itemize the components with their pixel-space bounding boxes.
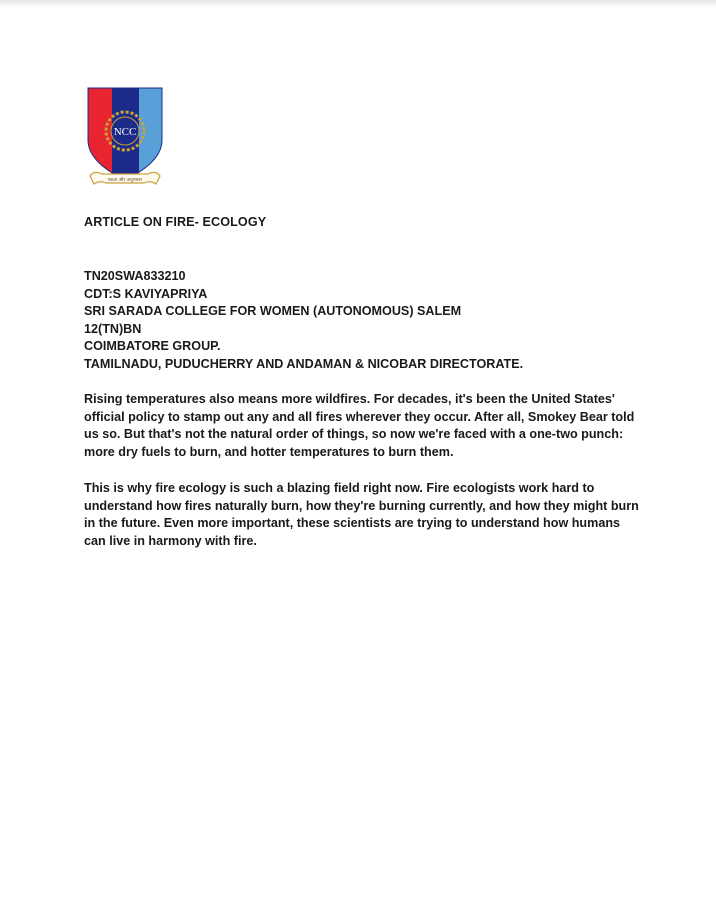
- battalion: 12(TN)BN: [84, 321, 142, 336]
- logo-motto: एकता और अनुशासन: [107, 178, 143, 183]
- body-paragraph: Rising temperatures also means more wildfires. For decades, it's been the United States' official policy to stamp out any and all fires wherever they occur. After all, Smokey Bear told us so. But that's not the natural order of things, so now we're faced with a one-two punch: more dry fuels to burn, and hotter temperatures to burn them.: [84, 392, 635, 459]
- cadet-number: TN20SWA833210: [84, 269, 186, 283]
- college-name: SRI SARADA COLLEGE FOR WOMEN (AUTONOMOUS) SALEM: [84, 304, 462, 319]
- ncc-logo: [84, 84, 166, 194]
- group-name: COIMBATORE GROUP.: [84, 339, 221, 354]
- article-title: ARTICLE ON FIRE- ECOLOGY: [84, 215, 267, 229]
- body-paragraph: This is why fire ecology is such a blazing field right now. Fire ecologists work hard to understand how fires naturally burn, how they're burning currently, and how they might burn in the future. Even more important, these scientists are trying to understand how humans can live in harmony with fire.: [84, 481, 639, 548]
- directorate: TAMILNADU, PUDUCHERRY AND ANDAMAN & NICOBAR DIRECTORATE.: [84, 356, 524, 371]
- cadet-info-block: [84, 268, 523, 374]
- cadet-name: CDT:S KAVIYAPRIYA: [84, 286, 208, 301]
- logo-emblem-text: NCC: [113, 126, 137, 138]
